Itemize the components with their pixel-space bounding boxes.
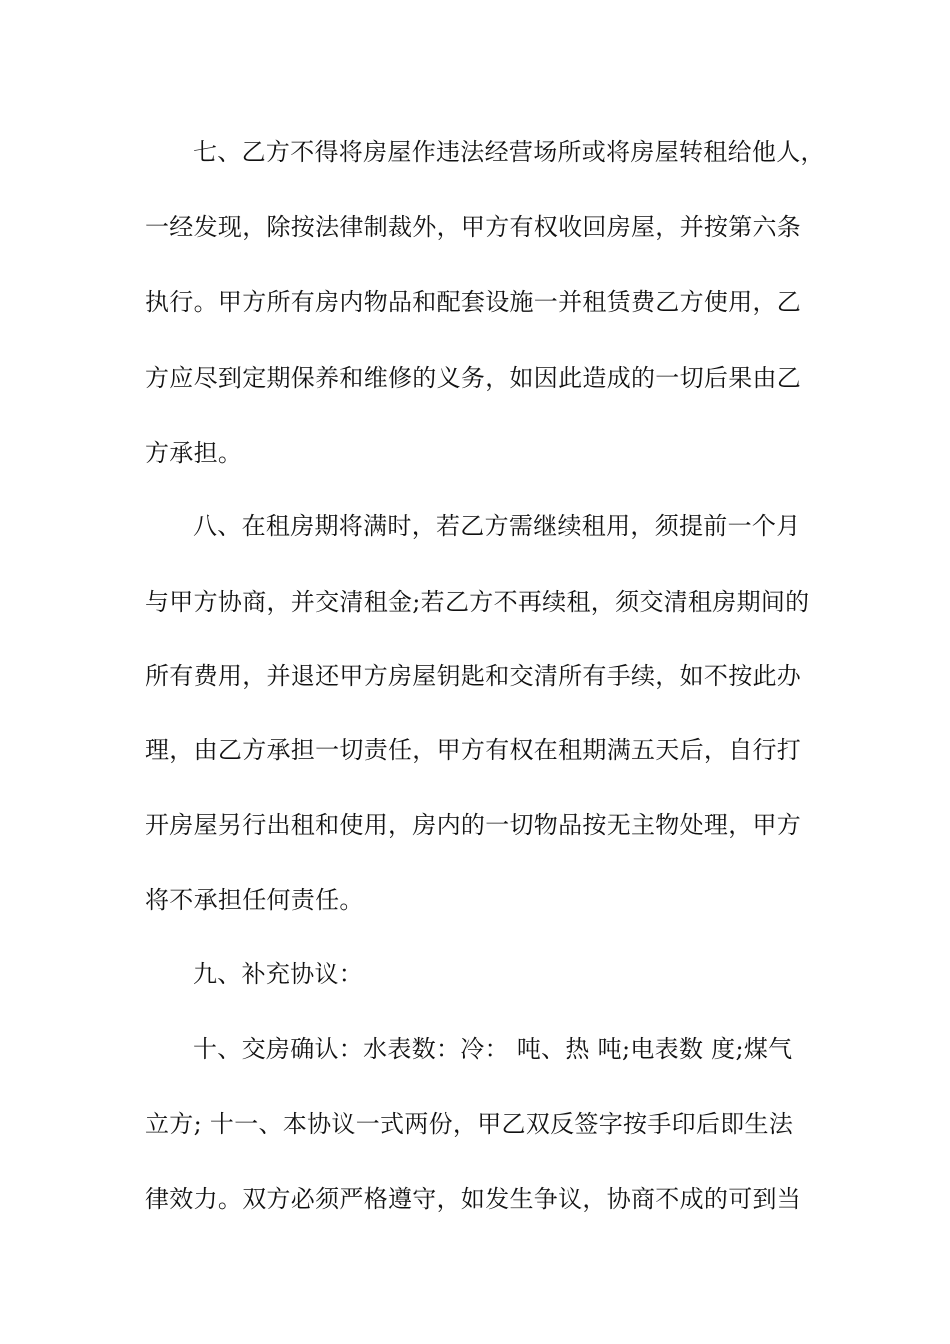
clause-8-line-2: 与甲方协商，并交清租金;若乙方不再续租，须交清租房期间的 bbox=[145, 588, 810, 616]
clause-7-line-3: 执行。甲方所有房内物品和配套设施一并租赁费乙方使用，乙 bbox=[145, 288, 802, 316]
clause-7-line-1: 七、乙方不得将房屋作违法经营场所或将房屋转租给他人， bbox=[193, 138, 825, 166]
clause-8-line-1: 八、在租房期将满时，若乙方需继续租用，须提前一个月 bbox=[193, 512, 801, 540]
clause-7-line-2: 一经发现，除按法律制裁外，甲方有权收回房屋，并按第六条 bbox=[145, 213, 802, 241]
clause-10-line-2: 立方; 十一、本协议一式两份，甲乙双反签字按手印后即生法 bbox=[145, 1110, 794, 1138]
clause-10-line-1: 十、交房确认：水表数：冷： 吨、热 吨;电表数 度;煤气 bbox=[193, 1035, 793, 1063]
clause-8-line-5: 开房屋另行出租和使用，房内的一切物品按无主物处理，甲方 bbox=[145, 811, 802, 839]
clause-8-line-6: 将不承担任何责任。 bbox=[145, 886, 364, 914]
clause-11-line-1: 律效力。双方必须严格遵守，如发生争议，协商不成的可到当 bbox=[145, 1185, 802, 1213]
clause-8-line-4: 理，由乙方承担一切责任，甲方有权在租期满五天后，自行打 bbox=[145, 736, 802, 764]
clause-8-line-3: 所有费用，并退还甲方房屋钥匙和交清所有手续，如不按此办 bbox=[145, 662, 802, 690]
clause-9-line-1: 九、补充协议： bbox=[193, 960, 364, 988]
clause-7-line-5: 方承担。 bbox=[145, 439, 243, 467]
clause-7-line-4: 方应尽到定期保养和维修的义务，如因此造成的一切后果由乙 bbox=[145, 364, 802, 392]
